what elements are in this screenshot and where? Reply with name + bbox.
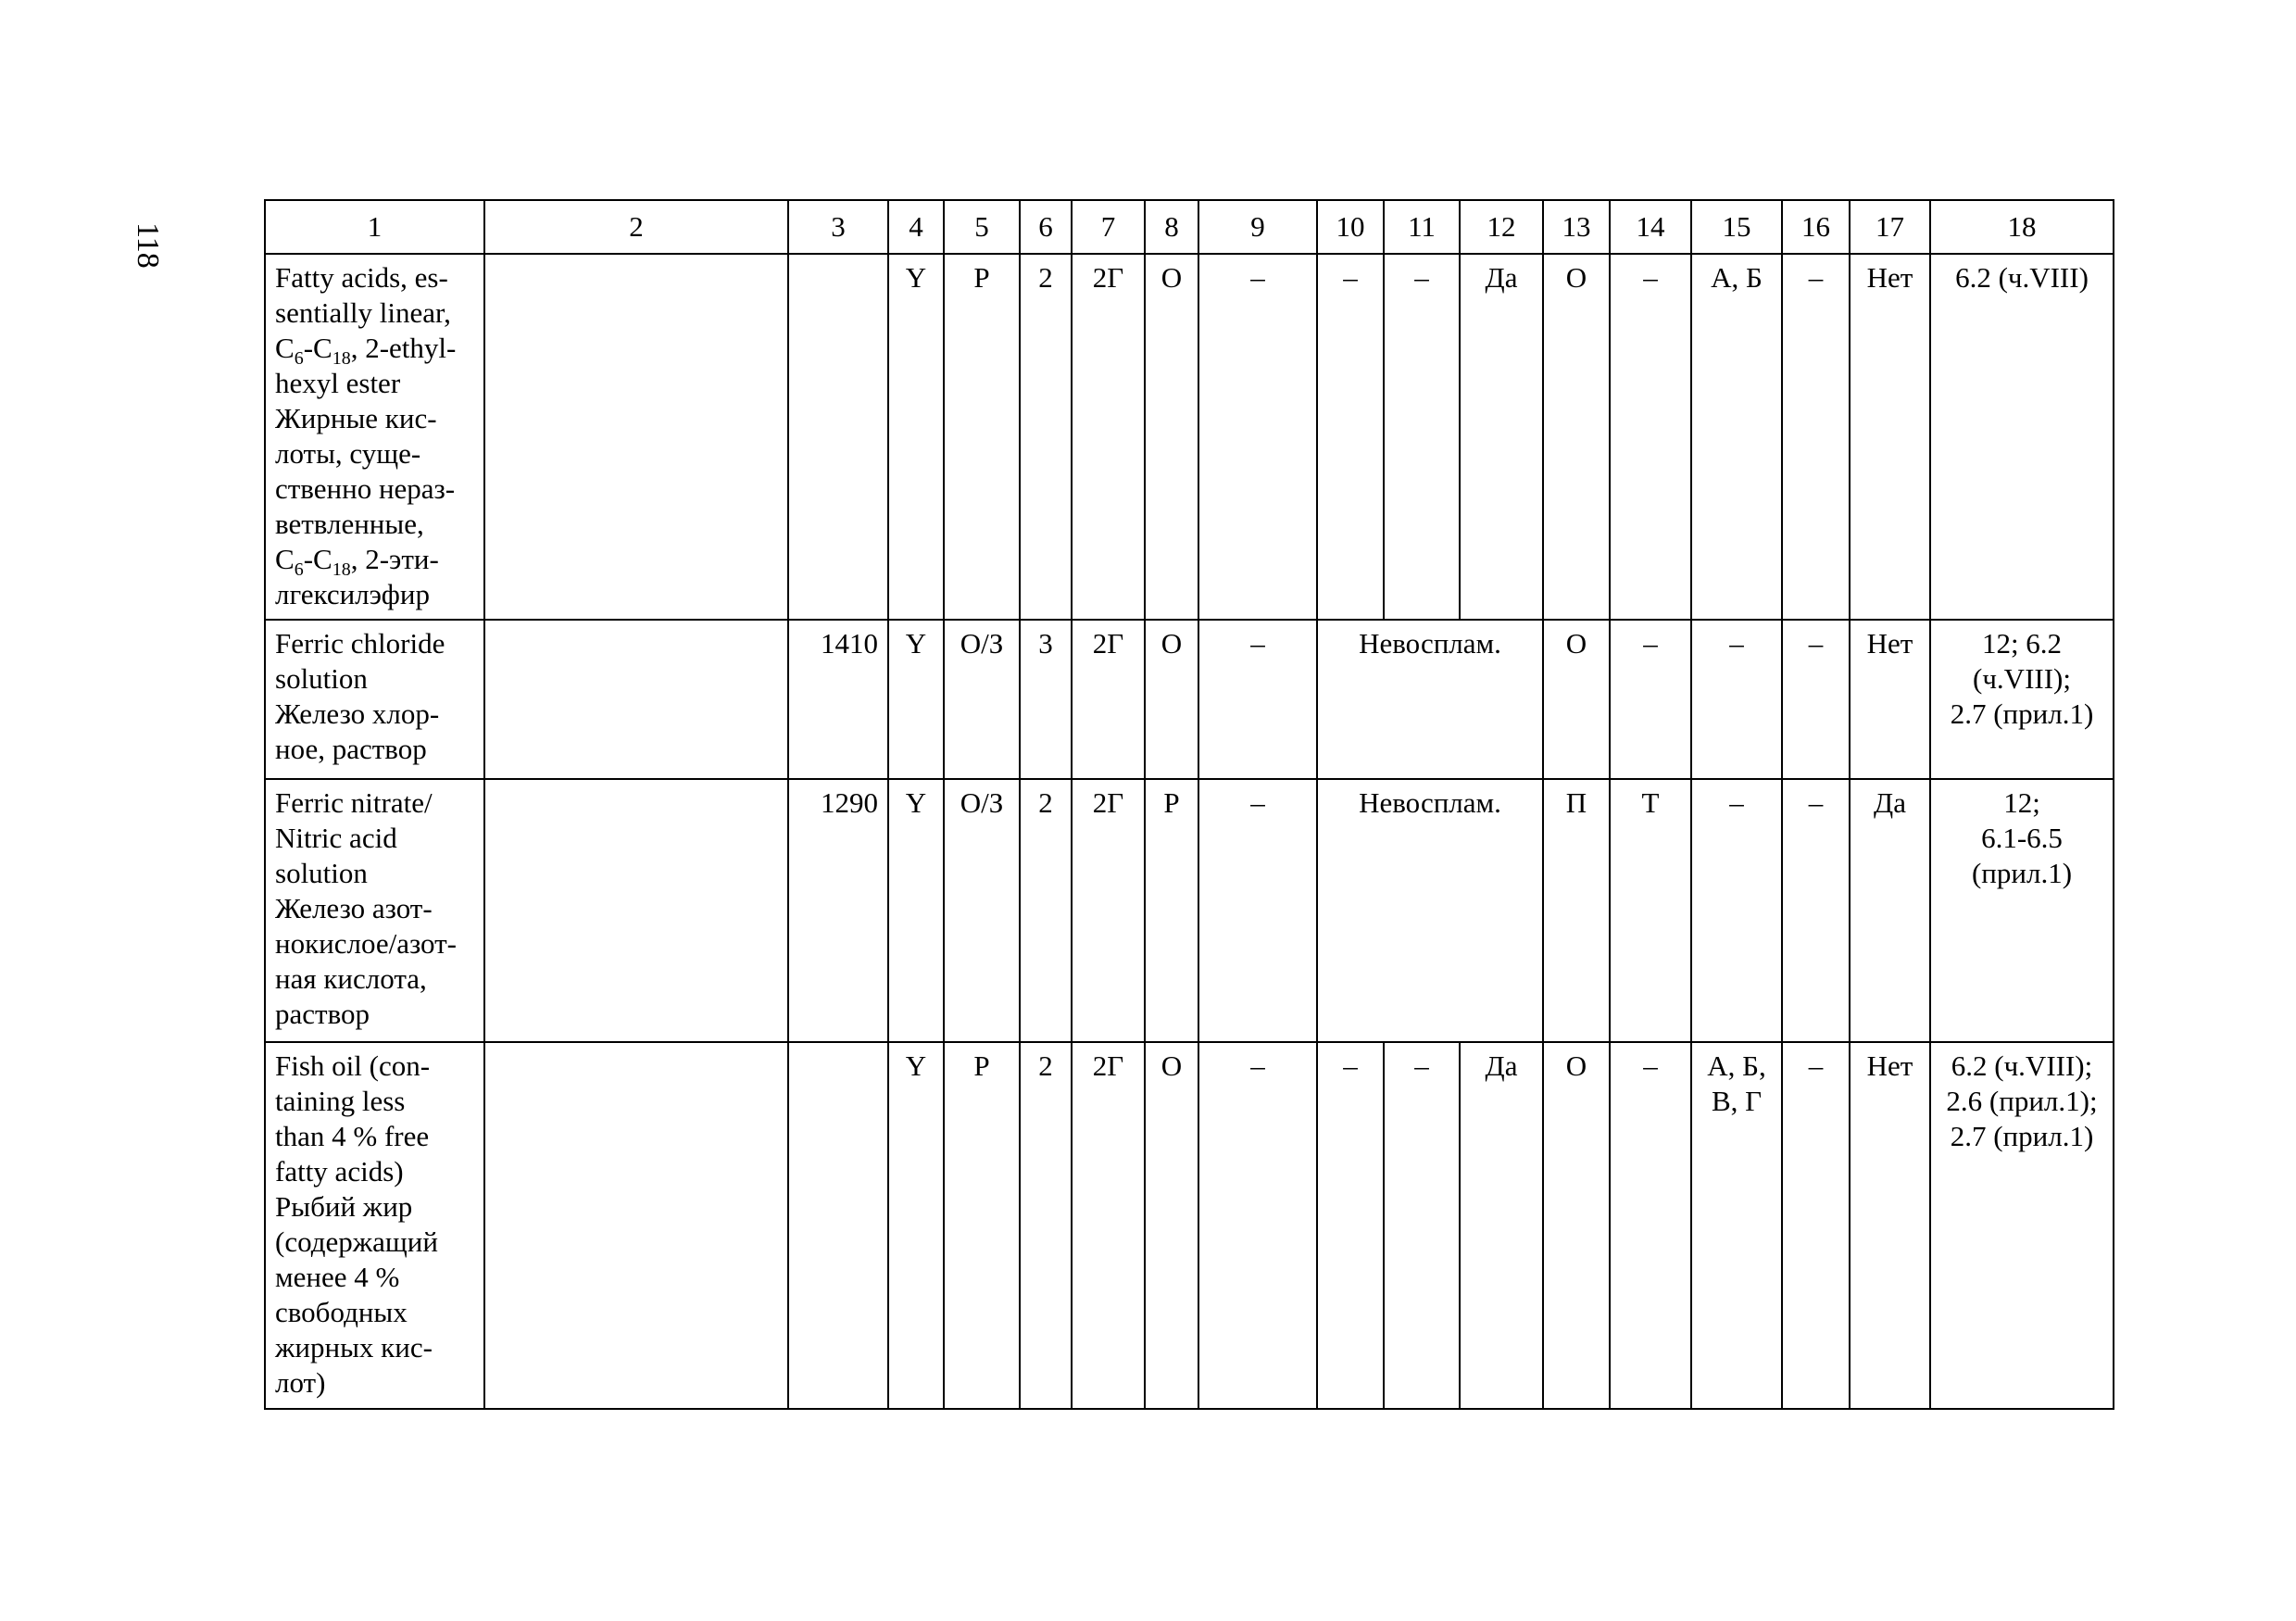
table-cell: – <box>1317 1042 1384 1409</box>
table-cell: 12; 6.1-6.5 (прил.1) <box>1930 779 2114 1042</box>
table-cell: Y <box>888 254 944 620</box>
formula-c: -C <box>303 543 332 575</box>
table-cell: O <box>1543 1042 1610 1409</box>
table-cell: – <box>1782 1042 1850 1409</box>
header-cell: 14 <box>1610 200 1691 254</box>
table-cell: – <box>1198 1042 1317 1409</box>
table-row <box>265 1042 2114 1409</box>
formula-c: C <box>275 332 295 364</box>
table-cell: Y <box>888 1042 944 1409</box>
table-cell: 2 <box>1020 779 1072 1042</box>
page-number: 118 <box>131 222 165 269</box>
header-cell: 10 <box>1317 200 1384 254</box>
header-cell: 15 <box>1691 200 1782 254</box>
product-name-cell: Fish oil (con- taining less than 4 % free fatty acids) Рыбий жир (содержащий менее 4 % свободных жирных кис- лот) <box>265 1042 484 1409</box>
table-cell: P <box>944 254 1020 620</box>
table-cell <box>484 779 788 1042</box>
product-name-en-part: Fatty acids, es- sentially linear, <box>275 261 451 329</box>
header-cell: 11 <box>1384 200 1460 254</box>
header-cell: 3 <box>788 200 888 254</box>
table-cell: А, Б, В, Г <box>1691 1042 1782 1409</box>
table-cell: – <box>1782 620 1850 779</box>
table-cell: – <box>1317 254 1384 620</box>
table-cell: 2Г <box>1072 620 1145 779</box>
product-name-en-part: , 2-ethyl- hexyl ester <box>275 332 457 399</box>
table-cell: – <box>1198 254 1317 620</box>
table-cell <box>484 1042 788 1409</box>
table-cell: – <box>1610 1042 1691 1409</box>
table-cell: 2Г <box>1072 1042 1145 1409</box>
header-cell: 17 <box>1850 200 1930 254</box>
header-cell: 12 <box>1460 200 1543 254</box>
table-cell: Да <box>1460 1042 1543 1409</box>
table-cell: – <box>1691 620 1782 779</box>
header-cell: 6 <box>1020 200 1072 254</box>
table-cell <box>788 254 888 620</box>
table-cell: Да <box>1460 254 1543 620</box>
table-cell: – <box>1610 620 1691 779</box>
formula-subscript: 18 <box>332 348 351 370</box>
table-cell: Нет <box>1850 1042 1930 1409</box>
table-cell: P <box>1145 779 1198 1042</box>
table-cell: O <box>1543 620 1610 779</box>
header-cell: 9 <box>1198 200 1317 254</box>
header-cell: 16 <box>1782 200 1850 254</box>
table-cell: – <box>1782 254 1850 620</box>
header-row <box>265 200 2114 254</box>
table-row <box>265 254 2114 620</box>
table-cell: Y <box>888 620 944 779</box>
table-cell: 6.2 (ч.VIII); 2.6 (прил.1); 2.7 (прил.1) <box>1930 1042 2114 1409</box>
table-cell: Невосплам. <box>1317 620 1543 779</box>
header-cell: 1 <box>265 200 484 254</box>
product-name-cell: Ferric nitrate/ Nitric acid solution Железо азот- нокислое/азот- ная кислота, раствор <box>265 779 484 1042</box>
header-cell: 8 <box>1145 200 1198 254</box>
table-cell: – <box>1384 254 1460 620</box>
table-cell: Да <box>1850 779 1930 1042</box>
header-cell: 4 <box>888 200 944 254</box>
table-cell: – <box>1691 779 1782 1042</box>
cargo-table <box>264 199 2114 1410</box>
table-cell: – <box>1198 620 1317 779</box>
table-cell: – <box>1782 779 1850 1042</box>
table-cell: Нет <box>1850 254 1930 620</box>
table-cell: O <box>1145 1042 1198 1409</box>
table-cell: Т <box>1610 779 1691 1042</box>
table-cell: – <box>1198 779 1317 1042</box>
table-cell: Невосплам. <box>1317 779 1543 1042</box>
table-cell <box>788 1042 888 1409</box>
formula-subscript: 18 <box>332 559 351 581</box>
formula-subscript: 6 <box>294 559 304 581</box>
table-cell: 3 <box>1020 620 1072 779</box>
table-row <box>265 779 2114 1042</box>
header-cell: 18 <box>1930 200 2114 254</box>
table-cell: 2Г <box>1072 779 1145 1042</box>
table-row <box>265 620 2114 779</box>
product-name-cell <box>265 254 484 620</box>
table-cell: 2 <box>1020 1042 1072 1409</box>
table-cell: Y <box>888 779 944 1042</box>
table-cell: – <box>1384 1042 1460 1409</box>
product-name-ru-part: , 2-эти- лгексилэфир <box>275 543 439 610</box>
table-cell: П <box>1543 779 1610 1042</box>
header-cell: 2 <box>484 200 788 254</box>
table-cell: O/З <box>944 620 1020 779</box>
formula-subscript: 6 <box>294 348 304 370</box>
table-cell: 1290 <box>788 779 888 1042</box>
table-cell: 2Г <box>1072 254 1145 620</box>
table-cell: – <box>1610 254 1691 620</box>
table-cell <box>484 254 788 620</box>
table-cell: O <box>1543 254 1610 620</box>
header-cell: 7 <box>1072 200 1145 254</box>
product-name-cell: Ferric chloride solution Железо хлор- ное, раствор <box>265 620 484 779</box>
table-cell: 6.2 (ч.VIII) <box>1930 254 2114 620</box>
table-cell: Нет <box>1850 620 1930 779</box>
table-cell: P <box>944 1042 1020 1409</box>
table-cell: O <box>1145 620 1198 779</box>
header-cell: 13 <box>1543 200 1610 254</box>
formula-c: C <box>275 543 295 575</box>
header-cell: 5 <box>944 200 1020 254</box>
table-cell: 2 <box>1020 254 1072 620</box>
table-cell: O <box>1145 254 1198 620</box>
table-cell: 1410 <box>788 620 888 779</box>
product-name-ru-part: Жирные кис- лоты, суще- ственно нераз- ветвленные, <box>275 402 456 540</box>
table-cell: А, Б <box>1691 254 1782 620</box>
table-cell: 12; 6.2 (ч.VIII); 2.7 (прил.1) <box>1930 620 2114 779</box>
formula-c: -C <box>303 332 332 364</box>
table-cell <box>484 620 788 779</box>
table-cell: O/З <box>944 779 1020 1042</box>
